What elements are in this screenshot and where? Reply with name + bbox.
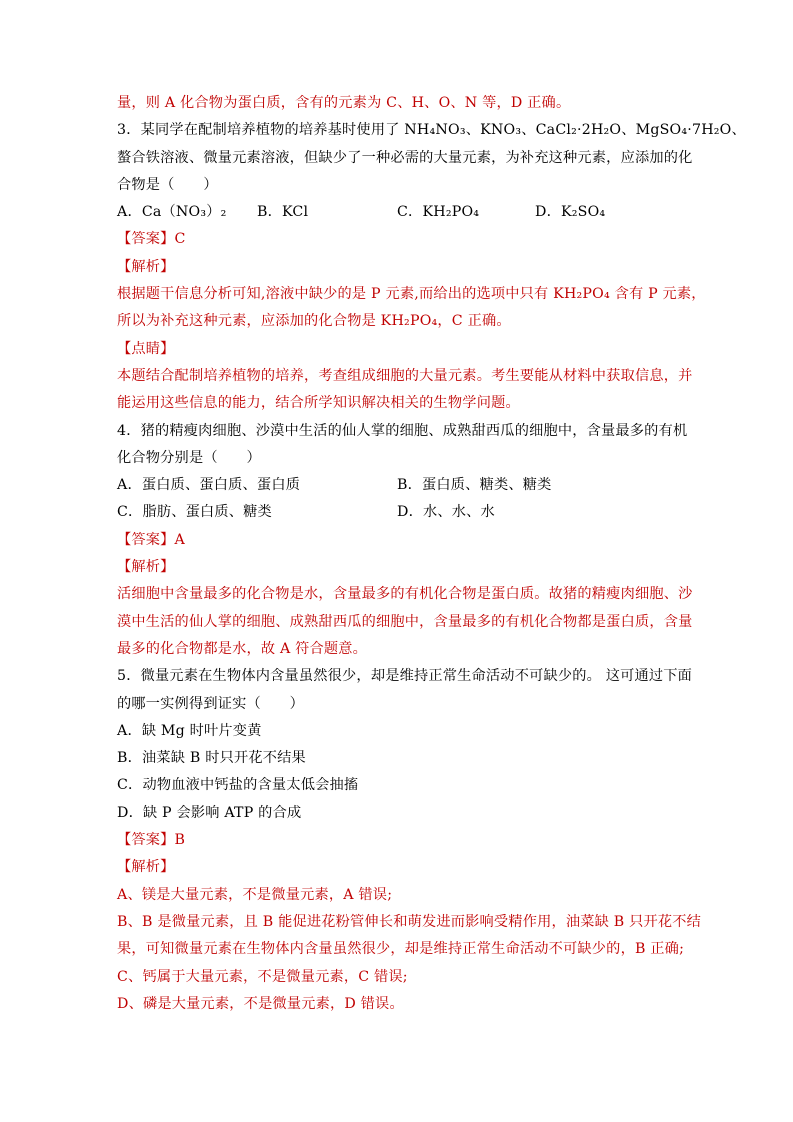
- q3-note-tag: 【点睛】: [117, 340, 175, 357]
- q3-stem-line-2: 螯合铁溶液、微量元素溶液，但缺少了一种必需的大量元素，为补充这种元素，应添加的化: [117, 149, 693, 166]
- q4-analysis-line-3: 最多的化合物都是水，故 A 符合题意。: [117, 640, 368, 657]
- q4-option-c: C．脂肪、蛋白质、糖类: [117, 504, 272, 521]
- q5-stem-line-2: 的哪一实例得到证实（ ）: [117, 695, 305, 712]
- q4-stem-line-2: 化合物分别是（ ）: [117, 449, 261, 466]
- q3-analysis-line-2: 所以为补充这种元素，应添加的化合物是 KH₂PO₄，C 正确。: [117, 313, 511, 330]
- q3-answer: 【答案】C: [117, 231, 186, 248]
- q5-option-d: D．缺 P 会影响 ATP 的合成: [117, 804, 302, 821]
- q5-analysis-line-1: A、镁是大量元素，不是微量元素，A 错误;: [117, 886, 393, 903]
- q5-answer: 【答案】B: [117, 832, 186, 849]
- q4-options-row-1: [117, 472, 677, 499]
- q5-stem-line-1: 5．微量元素在生物体内含量虽然很少，却是维持正常生命活动不可缺少的。 这可通过下面: [117, 668, 693, 685]
- q4-analysis-line-1: 活细胞中含量最多的化合物是水，含量最多的有机化合物是蛋白质。故猪的精瘦肉细胞、沙: [117, 586, 693, 603]
- q3-stem-line-1: 3．某同学在配制培养植物的培养基时使用了 NH₄NO₃、KNO₃、CaCl₂·2H₂O、MgSO₄·7H₂O、: [117, 122, 746, 139]
- q5-analysis-tag: 【解析】: [117, 859, 175, 876]
- q5-option-a: A．缺 Mg 时叶片变黄: [117, 722, 262, 739]
- q4-stem-line-1: 4．猪的精瘦肉细胞、沙漠中生活的仙人掌的细胞、成熟甜西瓜的细胞中，含量最多的有机: [117, 422, 688, 439]
- q3-option-a: A．Ca（NO₃）₂: [117, 204, 227, 221]
- q3-option-d: D．K₂SO₄: [535, 204, 606, 221]
- q4-options-row-2: [117, 499, 677, 526]
- q4-option-a: A．蛋白质、蛋白质、蛋白质: [117, 477, 301, 494]
- q4-analysis-tag: 【解析】: [117, 559, 175, 576]
- q5-analysis-line-4: C、钙属于大量元素，不是微量元素，C 错误;: [117, 968, 408, 985]
- q3-note-line-2: 能运用这些信息的能力，结合所学知识解决相关的生物学问题。: [117, 395, 520, 412]
- q3-stem-line-3: 合物是（ ）: [117, 176, 218, 193]
- q4-option-d: D．水、水、水: [397, 504, 495, 521]
- q5-analysis-line-3: 果，可知微量元素在生物体内含量虽然很少，却是维持正常生命活动不可缺少的，B 正确;: [117, 941, 685, 958]
- q5-analysis-line-5: D、磷是大量元素，不是微量元素，D 错误。: [117, 995, 404, 1012]
- q3-analysis-tag: 【解析】: [117, 258, 175, 275]
- document-page: [117, 90, 746, 1018]
- q3-note-line-1: 本题结合配制培养植物的培养，考查组成细胞的大量元素。考生要能从材料中获取信息，并: [117, 367, 693, 384]
- q4-analysis-line-2: 漠中生活的仙人掌的细胞、成熟甜西瓜的细胞中，含量最多的有机化合物都是蛋白质，含量: [117, 613, 693, 630]
- q5-option-c: C．动物血液中钙盐的含量太低会抽搐: [117, 777, 359, 794]
- q3-option-c: C．KH₂PO₄: [397, 204, 480, 221]
- q4-answer: 【答案】A: [117, 531, 185, 548]
- q4-option-b: B．蛋白质、糖类、糖类: [397, 477, 552, 494]
- q3-options: [117, 199, 677, 226]
- q3-option-b: B．KCl: [257, 204, 309, 221]
- q3-analysis-line-1: 根据题干信息分析可知,溶液中缺少的是 P 元素,而给出的选项中只有 KH₂PO₄ 含有 P 元素，: [117, 286, 706, 303]
- q5-analysis-line-2: B、B 是微量元素，且 B 能促进花粉管伸长和萌发进而影响受精作用，油菜缺 B 只开花不结: [117, 913, 702, 930]
- q5-option-b: B．油菜缺 B 时只开花不结果: [117, 750, 306, 767]
- intro-line: 量，则 A 化合物为蛋白质，含有的元素为 C、H、O、N 等，D 正确。: [117, 95, 571, 111]
